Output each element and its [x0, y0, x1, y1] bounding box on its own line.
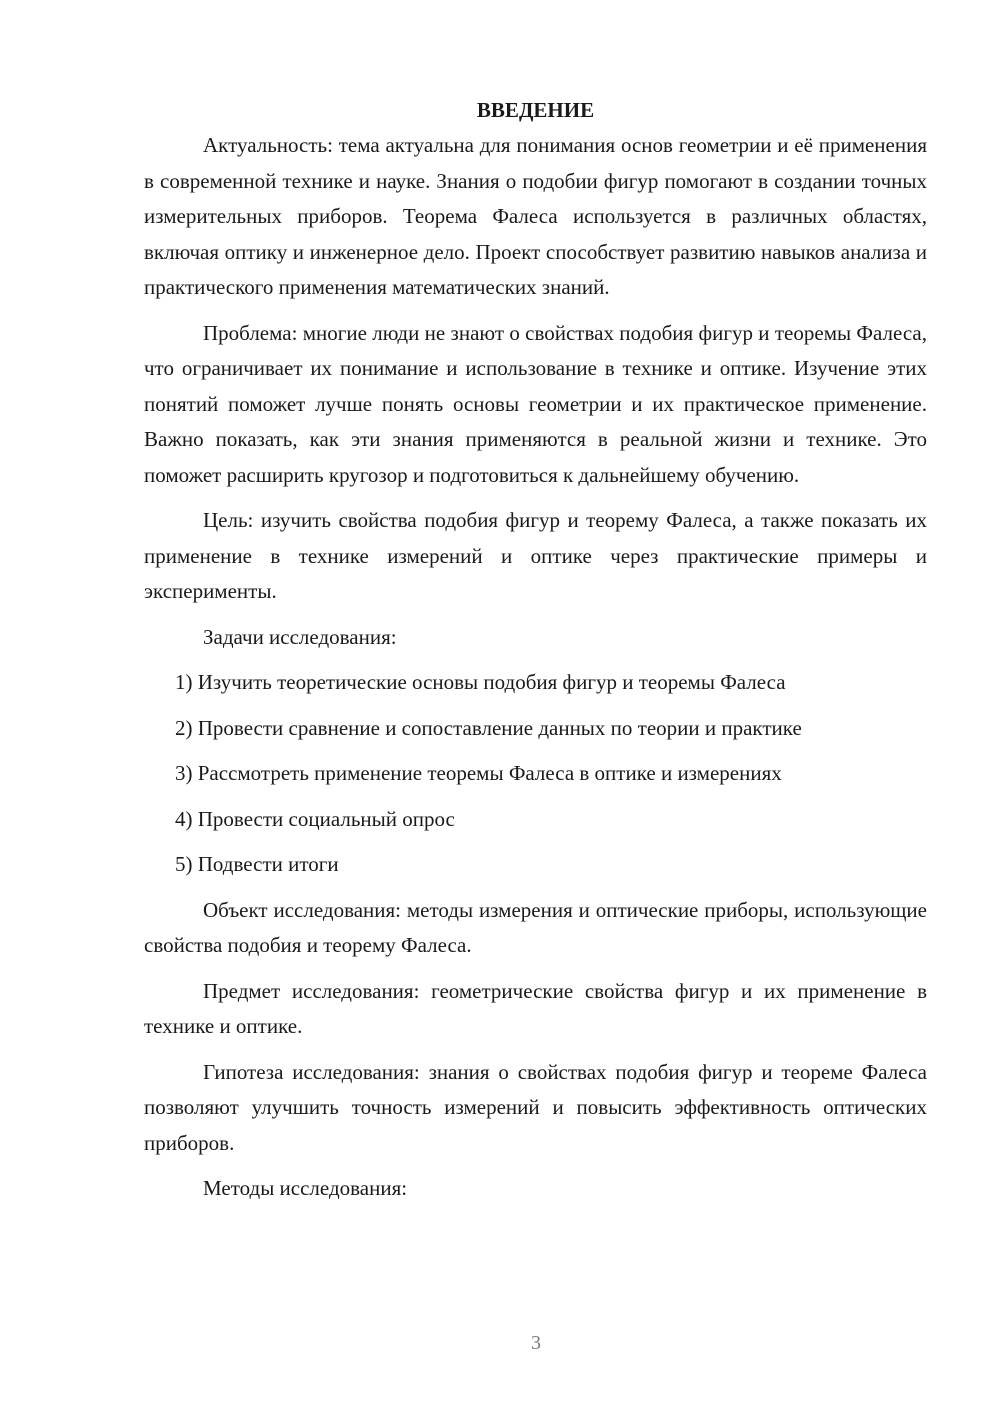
problem-paragraph: Проблема: многие люди не знают о свойствах подобия фигур и теоремы Фалеса, что ограничивает их понимание и использование в технике и оптике. Изучение этих понятий поможет лучше понять основы геометрии и их практическое применение. Важно показать, как эти знания применяются в реальной жизни и технике. Это поможет расширить кругозор и подготовиться к дальнейшему обучению.	[144, 320, 927, 487]
task-item-3: 3) Рассмотреть применение теоремы Фалеса в оптике и измерениях	[175, 761, 782, 785]
subject-paragraph: Предмет исследования: геометрические свойства фигур и их применение в технике и оптике.	[144, 978, 927, 1038]
tasks-list	[144, 665, 927, 883]
page-number: 3	[531, 1332, 541, 1354]
methods-heading: Методы исследования:	[203, 1176, 408, 1200]
task-item-4: 4) Провести социальный опрос	[175, 806, 455, 831]
task-item-1: 1) Изучить теоретические основы подобия фигур и теоремы Фалеса	[175, 670, 786, 694]
task-item-5: 5) Подвести итоги	[175, 852, 339, 876]
tasks-heading: Задачи исследования:	[203, 624, 397, 649]
hypothesis-paragraph: Гипотеза исследования: знания о свойствах подобия фигур и теореме Фалеса позволяют улучшить точность измерений и повысить эффективность оптических приборов.	[144, 1059, 927, 1155]
page-title: ВВЕДЕНИЕ	[476, 98, 595, 122]
relevance-paragraph: Актуальность: тема актуальна для понимания основ геометрии и её применения в современной технике и науке. Знания о подобии фигур помогают в создании точных измерительных приборов. Теорема Фалеса используется в различных областях, включая оптику и инженерное дело. Проект способствует развитию навыков анализа и практического применения математических знаний.	[144, 133, 927, 299]
task-item-2: 2) Провести сравнение и сопоставление данных по теории и практике	[175, 715, 802, 740]
goal-paragraph: Цель: изучить свойства подобия фигур и теорему Фалеса, а также показать их применение в технике измерений и оптике через практические примеры и эксперименты.	[144, 508, 927, 603]
document-page	[144, 92, 927, 1217]
object-paragraph: Объект исследования: методы измерения и оптические приборы, использующие свойства подобия и теорему Фалеса.	[144, 897, 927, 957]
